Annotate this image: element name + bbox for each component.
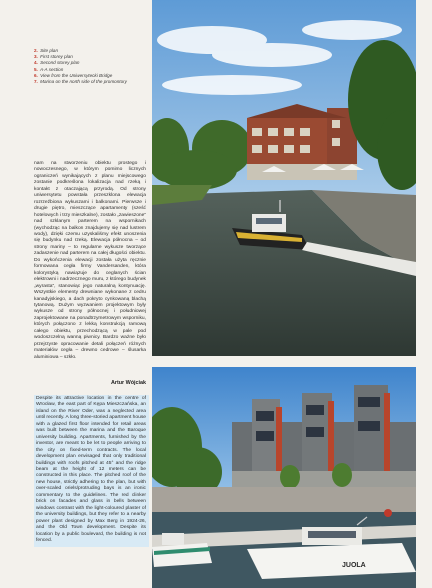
caption-item: 3. First storey plan [34, 54, 73, 60]
author-name: Artur Wójciak [110, 380, 146, 386]
caption-item: 2. Site plan [34, 48, 59, 53]
photo-marina [152, 367, 416, 588]
buoy-marker [384, 509, 392, 517]
polish-article-text: nam na stworzeniu obiektu prostego i nowoczesnego, w którym pomimo licznych ograniczeń wynikających z planu miejscowego zostanie podkreślona lokalizacja nad rzeką i kontakt z otaczającą przyrodą. Od strony uniwersytetu powstała przeszklona elewacja rozrzeźbiona wykuszami i balkonami. Pierwsze i drugie piętro, mieszczące apartamenty (sześć hotelowych i trzy mieszkalne), zostało „zawieszone” nad szklanym parterem na wspornikach (wychodząc na balkon znajdujemy się nad lustrem wody), dzięki czemu uzyskaliśmy efekt unoszenia się budynku nad rzeką. Elewacja północna – od strony mariny – to regularne wykusze tworzące zadaszenie nad parterem na całej długości obiektu. Do wykończenia elewacji została użyta ręcznie formowana cegła firmy Vandersanden, która kolorystyką nawiązuje do ceglanych ścian elektrowni i nadrzecznego muru, z którego budynek „wyrasta”, stanowiąc jego naturalną kontynuację. Wszystkie elementy drewniane wykonane z cedru kanadyjskiego, a dach pokryto cynkowaną blachą tytanową. Dużym wyzwaniem projektowym były wykusze od strony północnej i południowej zaprojektowane na ponadtrzymetrowym wsporniku, których połączono z lekką konstrukcją ramową całego obiektu, przechodzącą w pale pod wodoszczelną wanną piwnicy. Bardzo ważne było przejrzyste opracowanie detali połączeń różnych materiałów cegła – drewno cedrowe – ślusarka aluminiowa – szkło. [34, 161, 146, 360]
brick-building [247, 104, 357, 180]
photo-marina-scene [152, 367, 416, 588]
photo-canal-scene [152, 0, 416, 356]
photo-view-from-bridge [152, 0, 416, 356]
building-bays [232, 385, 416, 487]
figure-captions [34, 48, 152, 85]
caption-item: 4. Second storey plan [34, 60, 80, 66]
embankment-wall [152, 487, 416, 512]
caption-item: 6. View from the Uniwersytecki Bridge [34, 72, 113, 78]
caption-item: 5. A-A section [34, 66, 64, 72]
caption-item: 7. Marina on the north side of the promontory [34, 79, 127, 85]
english-article-text: Despite its attractive location in the centre of Wrocław, the east part of Kępa Mieszczańska, an island on the River Oder, was a neglected area until recently. A long three-storied apartment house with a glazed first floor intended for retail areas was built between the marina and the Baroque university building. Apartments, furnished by the investor, are meant to be let to people arriving to the city on fixed-term contracts. The local development plan envisaged that only traditional buildings with roofs pitched at 45° and the ridge beam at the height of 12 meters can be constructed in this place. The pitched roof of the new house, strictly adhering to the plan, but with over-scaled oriels/protruding bays is an ironic commentary to the guidelines. The red clinker brick on facades and glass in bells between windows contrast with the light-coloured plaster of the university buildings, but they refer to a nearby power plant designed by Max Berg in 1924-26, and the Old Town development. Despite its location by a public boulevard, the building is not fenced. [34, 395, 149, 547]
boat-name: JUOLA [342, 562, 366, 569]
